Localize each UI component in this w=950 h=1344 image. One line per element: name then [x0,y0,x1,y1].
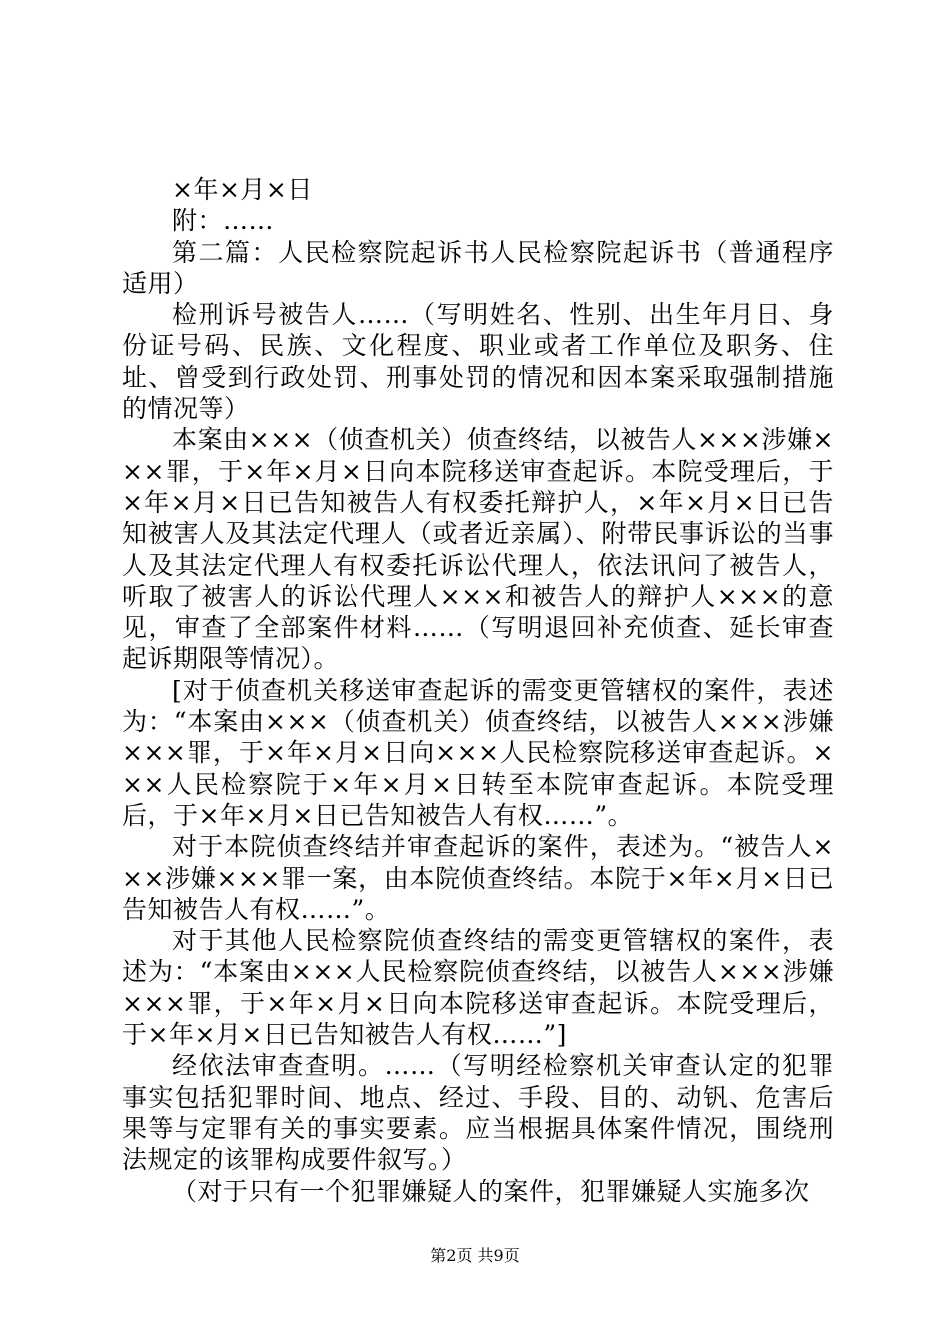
paragraph-case-transfer: 本案由×××（侦查机关）侦查终结，以被告人×××涉嫌×××罪，于×年×月×日向本院移送审查起诉。本院受理后，于×年×月×日已告知被告人有权委托辩护人，×年×月×日已告知被害人及其法定代理人（或者近亲属）、附带民事诉讼的当事人及其法定代理人有权委托诉讼代理人，依法讯问了被告人，听取了被害人的诉讼代理人×××和被告人的辩护人×××的意见，审查了全部案件材料……（写明退回补充侦查、延长审查起诉期限等情况）。 [122,425,834,674]
attachment-line: 附：…… [172,206,275,236]
chapter-heading: 第二篇：人民检察院起诉书人民检察院起诉书（普通程序适用） [122,237,834,298]
paragraph-other-procuratorate: 对于其他人民检察院侦查终结的需变更管辖权的案件，表述为：“本案由×××人民检察院侦查终结，以被告人×××涉嫌×××罪，于×年×月×日向本院移送审查起诉。本院受理后，于×年×月×日已告知被告人有权……”] [122,926,834,1050]
page-footer: 第2页 共9页 [430,1246,520,1265]
document-body [122,174,834,1207]
date-line: ×年×月×日 [172,175,313,204]
paragraph-own-investigation: 对于本院侦查终结并审查起诉的案件，表述为。“被告人×××涉嫌×××罪一案，由本院侦查终结。本院于×年×月×日已告知被告人有权……”。 [122,832,834,924]
paragraph-single-suspect: （对于只有一个犯罪嫌疑人的案件，犯罪嫌疑人实施多次 [172,1176,810,1206]
paragraph-jurisdiction-change: [对于侦查机关移送审查起诉的需变更管辖权的案件，表述为：“本案由×××（侦查机关）侦查终结，以被告人×××涉嫌×××罪，于×年×月×日向×××人民检察院移送审查起诉。×××人民检察院于×年×月×日转至本院审查起诉。本院受理后，于×年×月×日已告知被告人有权……”。 [122,675,834,830]
paragraph-facts-found: 经依法审查查明。……（写明经检察机关审查认定的犯罪事实包括犯罪时间、地点、经过、手段、目的、动钒、危害后果等与定罪有关的事实要素。应当根据具体案件情况，围绕刑法规定的该罪构成要件叙写。） [122,1051,834,1175]
paragraph-defendant: 检刑诉号被告人……（写明姓名、性别、出生年月日、身份证号码、民族、文化程度、职业或者工作单位及职务、住址、曾受到行政处罚、刑事处罚的情况和因本案采取强制措施的情况等） [122,300,834,424]
